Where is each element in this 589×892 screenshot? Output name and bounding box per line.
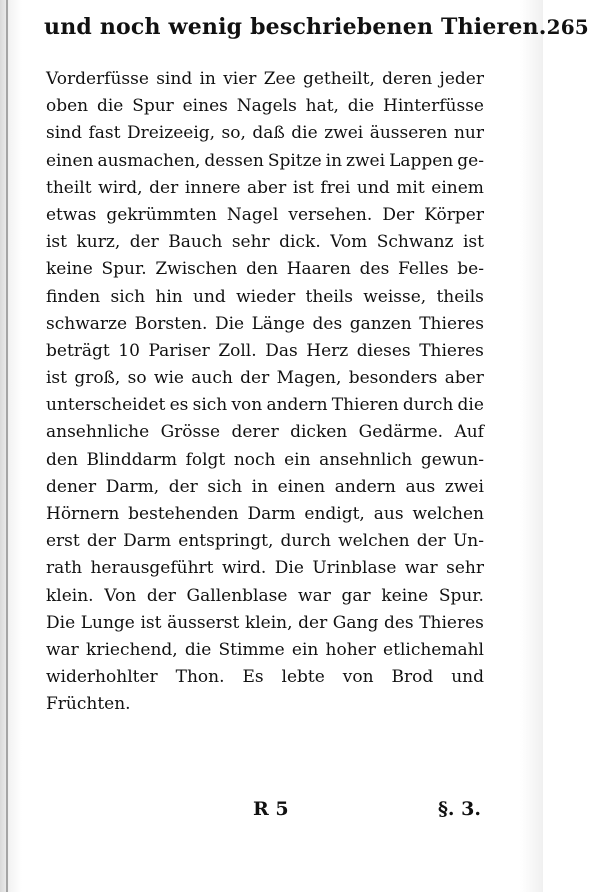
word: Die	[274, 558, 304, 579]
word: etwas	[46, 204, 97, 225]
word: war	[404, 558, 438, 579]
word: Spur	[132, 96, 174, 117]
text-line	[46, 474, 484, 501]
word: keine	[381, 585, 429, 606]
word: be-	[457, 259, 484, 280]
word: der	[298, 612, 328, 633]
word: schwarze	[46, 313, 128, 334]
word: dener	[46, 476, 97, 497]
word: 10	[118, 340, 140, 361]
text-line	[46, 365, 484, 392]
word: sehr	[231, 232, 270, 253]
word: ganzen	[349, 313, 412, 334]
word: Nagel	[226, 204, 279, 225]
word: Darm,	[105, 476, 160, 497]
word: ist	[462, 232, 484, 253]
word: Lappen	[389, 150, 454, 171]
word: Das	[265, 340, 298, 361]
text-line	[46, 610, 484, 637]
word: Hörnern	[46, 504, 120, 524]
word: Es	[242, 667, 264, 688]
page-number: 265	[546, 15, 589, 39]
word: Von	[104, 585, 137, 606]
word: groß,	[74, 368, 121, 389]
text-line	[46, 392, 484, 419]
text-line	[46, 419, 484, 446]
word: ist	[140, 612, 162, 633]
word: der	[129, 232, 159, 253]
word: ge-	[457, 150, 484, 171]
word: herausgeführt	[90, 558, 214, 579]
word: äusserst	[167, 612, 240, 633]
word: ansehnlich	[319, 449, 413, 470]
word: zwei	[324, 123, 364, 144]
word: klein,	[244, 612, 293, 633]
word: fast	[88, 123, 121, 144]
word: klein.	[46, 585, 94, 606]
word: Thieres	[419, 612, 484, 633]
word: des	[383, 612, 414, 633]
text-line	[46, 66, 484, 93]
text-line	[46, 175, 484, 202]
word: Urinblase	[312, 558, 397, 579]
word: der	[168, 476, 198, 497]
word: den	[246, 259, 278, 280]
word: einem	[431, 177, 484, 198]
binding-gutter	[6, 0, 8, 892]
word: gewun-	[420, 449, 484, 470]
word: der	[240, 368, 270, 389]
word: die	[96, 96, 124, 117]
word: der	[146, 585, 176, 606]
word: Spur.	[101, 259, 147, 280]
word: mit	[396, 177, 425, 198]
word: sind	[156, 69, 193, 89]
text-line	[46, 555, 484, 582]
word: zwei	[444, 476, 484, 497]
word: einen	[46, 150, 94, 171]
word: aus	[373, 504, 404, 524]
word: Vorderfüsse	[46, 69, 149, 89]
word: widerhohlter	[46, 667, 158, 688]
text-line	[46, 256, 484, 283]
word: wird.	[221, 558, 267, 579]
word: vier	[223, 69, 257, 89]
word: Un-	[452, 531, 484, 552]
word: war	[46, 639, 79, 660]
text-line	[46, 229, 484, 256]
word: dicken	[290, 422, 348, 443]
word: von	[231, 395, 263, 416]
word: frei	[320, 177, 351, 198]
text-line	[46, 691, 484, 718]
word: jeder	[439, 69, 484, 89]
word: erst	[46, 531, 80, 552]
word: Zee	[263, 69, 296, 89]
word: von	[342, 667, 374, 688]
word: und	[193, 286, 226, 307]
word: zwei	[346, 150, 386, 171]
word: sich	[110, 286, 146, 307]
word: Schwanz	[376, 232, 454, 253]
word: Zwischen	[155, 259, 238, 280]
word: Herz	[306, 340, 349, 361]
text-line	[46, 664, 484, 691]
text-line	[46, 501, 484, 528]
word: Körper	[424, 204, 484, 225]
word: so,	[221, 123, 246, 144]
word: in	[251, 476, 269, 497]
word: die	[291, 123, 318, 144]
catchword: §. 3.	[438, 798, 482, 820]
text-line	[46, 148, 484, 175]
word: sich	[192, 395, 228, 416]
word: der	[149, 177, 179, 198]
word: die	[457, 395, 484, 416]
word: Gallenblase	[186, 585, 288, 606]
word: unterscheidet	[46, 395, 166, 416]
word: wird,	[98, 177, 143, 198]
word: sind	[46, 123, 82, 144]
word: einen	[277, 476, 326, 497]
word: aber	[247, 177, 287, 198]
word: ist	[46, 368, 67, 389]
word: finden	[46, 286, 101, 307]
word: oben	[46, 96, 89, 117]
text-line	[46, 447, 484, 474]
word: theils	[436, 286, 484, 307]
word: hin	[155, 286, 183, 307]
word: Bauch	[168, 232, 223, 253]
word: theilt	[46, 177, 92, 198]
word: ist	[46, 232, 67, 253]
word: rath	[46, 558, 83, 579]
text-line	[46, 311, 484, 338]
word: welchen	[412, 504, 484, 524]
word: Vom	[330, 232, 368, 253]
word: kurz,	[76, 232, 121, 253]
word: weisse,	[363, 286, 427, 307]
word: derer	[231, 422, 279, 443]
word: Thieren	[331, 395, 399, 416]
text-line	[46, 120, 484, 147]
word: Auf	[454, 422, 484, 443]
word: Früchten.	[46, 694, 131, 715]
word: Spur.	[438, 585, 484, 606]
text-line	[46, 202, 484, 229]
word: durch	[402, 395, 454, 416]
word: Magen,	[276, 368, 342, 389]
text-line	[46, 284, 484, 311]
word: Borsten.	[134, 313, 208, 334]
word: es	[169, 395, 189, 416]
word: und	[356, 177, 390, 198]
word: Gang	[332, 612, 379, 633]
word: andern	[334, 476, 396, 497]
word: der	[86, 531, 116, 552]
word: deren	[382, 69, 433, 89]
word: Grösse	[160, 422, 221, 443]
word: hat,	[305, 96, 339, 117]
word: folgt	[185, 449, 226, 470]
word: kriechend,	[86, 639, 178, 660]
word: dick.	[279, 232, 321, 253]
word: etlichemahl	[383, 639, 484, 660]
word: theils	[305, 286, 353, 307]
word: auch	[191, 368, 233, 389]
word: daß	[252, 123, 285, 144]
running-head	[44, 14, 589, 48]
page-footer	[0, 798, 543, 838]
text-line	[46, 637, 484, 664]
word: ein	[291, 639, 319, 660]
word: Stimme	[218, 639, 285, 660]
word: die	[184, 639, 212, 660]
word: getheilt,	[302, 69, 375, 89]
word: aus	[405, 476, 436, 497]
word: welchen	[338, 531, 410, 552]
word: gekrümmten	[106, 204, 217, 225]
word: Länge	[251, 313, 305, 334]
word: Nagels	[236, 96, 297, 117]
word: wieder	[236, 286, 296, 307]
word: ein	[284, 449, 311, 470]
text-line	[46, 338, 484, 365]
word: Lunge	[80, 612, 135, 633]
word: besonders	[348, 368, 438, 389]
word: Thieres	[419, 313, 484, 334]
word: eines	[182, 96, 228, 117]
text-line	[46, 528, 484, 555]
word: aber	[444, 368, 484, 389]
word: sehr	[446, 558, 484, 579]
word: des	[359, 259, 390, 280]
word: Darm	[123, 531, 172, 552]
word: der	[416, 531, 446, 552]
word: in	[199, 69, 216, 89]
word: Haaren	[286, 259, 351, 280]
word: Brod	[391, 667, 434, 688]
word: ausmachen,	[97, 150, 201, 171]
text-line	[46, 93, 484, 120]
word: so	[127, 368, 147, 389]
word: und	[451, 667, 484, 688]
word: keine	[46, 259, 93, 280]
word: endigt,	[304, 504, 365, 524]
word: Hinterfüsse	[383, 96, 484, 117]
word: lebte	[281, 667, 325, 688]
word: des	[312, 313, 343, 334]
word: Der	[382, 204, 415, 225]
word: Blinddarm	[86, 449, 177, 470]
word: äusseren	[369, 123, 448, 144]
word: den	[46, 449, 78, 470]
word: nur	[453, 123, 484, 144]
word: Spitze	[267, 150, 322, 171]
word: Die	[214, 313, 245, 334]
word: Gedärme.	[358, 422, 444, 443]
word: andern	[266, 395, 328, 416]
text-line	[46, 583, 484, 610]
word: Dreizeeig,	[126, 123, 216, 144]
word: entspringt,	[178, 531, 274, 552]
word: dieses	[356, 340, 411, 361]
word: noch	[233, 449, 276, 470]
word: die	[347, 96, 375, 117]
word: wie	[153, 368, 184, 389]
word: beträgt	[46, 340, 110, 361]
word: dessen	[204, 150, 264, 171]
word: bestehenden	[128, 504, 239, 524]
word: war	[298, 585, 331, 606]
word: ist	[292, 177, 314, 198]
word: hoher	[325, 639, 376, 660]
word: Die	[46, 612, 76, 633]
word: Thon.	[175, 667, 225, 688]
word: in	[325, 150, 343, 171]
word: Darm	[247, 504, 296, 524]
word: Pariser	[148, 340, 210, 361]
word: Zoll.	[218, 340, 257, 361]
running-head-title: und noch wenig beschriebenen Thieren.	[44, 14, 547, 40]
word: Thieres	[419, 340, 484, 361]
word: durch	[280, 531, 331, 552]
signature-mark: R 5	[253, 798, 289, 820]
word: ansehnliche	[46, 422, 150, 443]
word: innere	[184, 177, 241, 198]
body-text	[46, 66, 484, 719]
word: sich	[207, 476, 243, 497]
word: gar	[341, 585, 371, 606]
word: versehen.	[288, 204, 373, 225]
word: Felles	[398, 259, 449, 280]
